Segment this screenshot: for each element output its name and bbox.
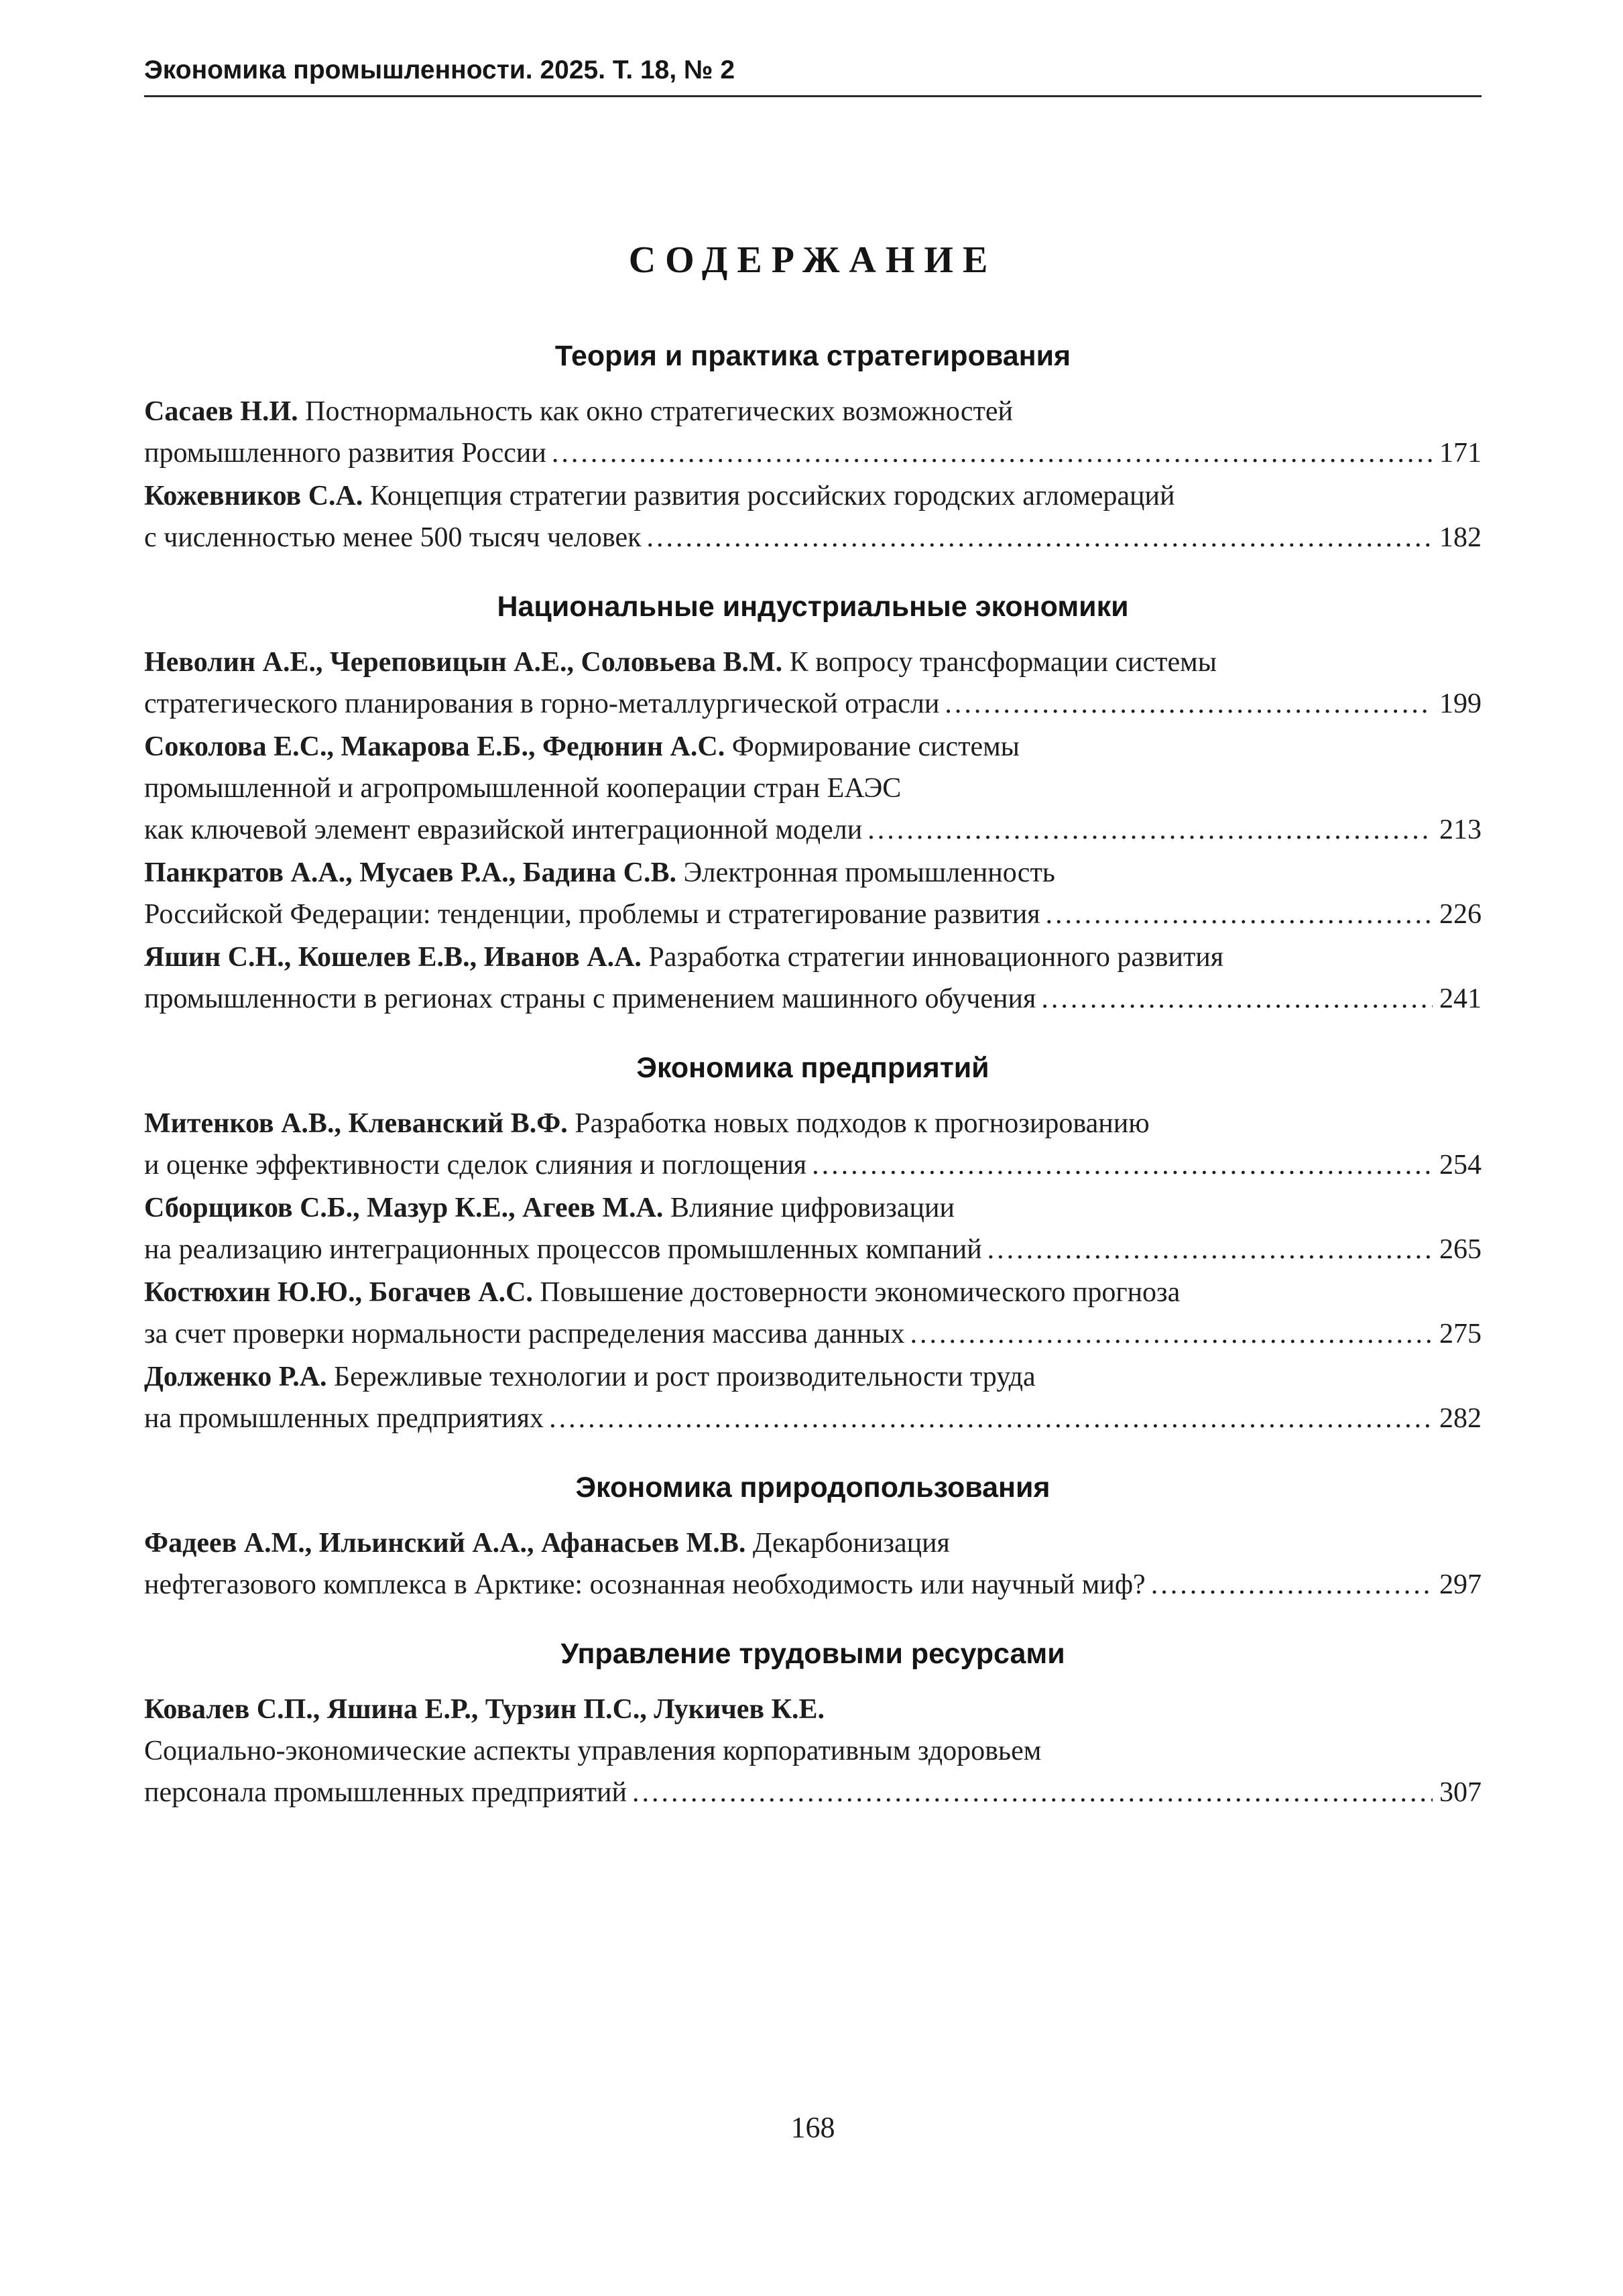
entry-page-number: 199 — [1439, 688, 1482, 719]
page-header — [144, 0, 1482, 97]
entry-line-last — [144, 432, 1482, 474]
entry-title-text: Разработка новых подходов к прогнозированию — [567, 1108, 1150, 1139]
entry-line — [144, 1730, 1482, 1772]
entry-line — [144, 1356, 1482, 1398]
entry-authors: Ковалев С.П., Яшина Е.Р., Турзин П.С., Лукичев К.Е. — [144, 1694, 825, 1725]
entry-line-last — [144, 1229, 1482, 1270]
section-theory-practice — [144, 339, 1482, 558]
toc-entry — [144, 1103, 1482, 1186]
entry-title-text: Декарбонизация — [745, 1528, 950, 1559]
entry-authors: Сборщиков С.Б., Мазур К.Е., Агеев М.А. — [144, 1193, 664, 1223]
entry-authors: Неволин А.Е., Череповицын А.Е., Соловьева В.М. — [144, 647, 783, 678]
page-body — [144, 0, 1482, 1815]
section-heading: Управление трудовыми ресурсами — [560, 1638, 1065, 1670]
section-environmental-economics — [144, 1470, 1482, 1606]
section-heading: Теория и практика стратегирования — [554, 340, 1071, 372]
entry-line-last — [144, 1144, 1482, 1186]
entry-authors: Митенков А.В., Клеванский В.Ф. — [144, 1108, 568, 1139]
entry-line-last — [144, 517, 1482, 558]
journal-title-line: Экономика промышленности. 2025. Т. 18, № 2 — [144, 56, 735, 84]
entry-page-number: 254 — [1439, 1150, 1482, 1181]
entry-page-number: 275 — [1439, 1319, 1482, 1349]
entry-line-last — [144, 1398, 1482, 1439]
entry-title-text: Формирование системы — [725, 731, 1020, 762]
entry-authors: Яшин С.Н., Кошелев Е.В., Иванов А.А. — [144, 942, 642, 973]
entry-line — [144, 768, 1482, 809]
section-heading: Экономика предприятий — [636, 1052, 989, 1084]
entry-authors: Долженко Р.А. — [144, 1362, 327, 1392]
entry-title-text: Постнормальность как окно стратегических возможностей — [298, 396, 1013, 427]
entry-page-number: 265 — [1439, 1234, 1482, 1265]
toc-entry — [144, 391, 1482, 474]
entry-line — [144, 1272, 1482, 1313]
dot-leader — [1046, 894, 1433, 935]
entry-title-text: персонала промышленных предприятий — [144, 1777, 627, 1808]
entry-title-text: Российской Федерации: тенденции, проблемы и стратегирование развития — [144, 899, 1040, 930]
entry-title-text: Разработка стратегии инновационного развития — [641, 942, 1224, 973]
entry-title-text: на реализацию интеграционных процессов промышленных компаний — [144, 1234, 982, 1265]
entry-title-text: Концепция стратегии развития российских городских агломераций — [363, 481, 1175, 511]
entry-authors: Костюхин Ю.Ю., Богачев А.С. — [144, 1277, 533, 1308]
entry-line-last — [144, 978, 1482, 1020]
entry-line — [144, 642, 1482, 683]
entry-authors: Сасаев Н.И. — [144, 396, 298, 427]
entry-line — [144, 1187, 1482, 1229]
entry-page-number: 241 — [1439, 983, 1482, 1014]
section-enterprise-economics — [144, 1050, 1482, 1439]
entry-line — [144, 936, 1482, 978]
entry-page-number: 182 — [1439, 522, 1482, 553]
entry-page-number: 213 — [1439, 814, 1482, 845]
entry-title-text: нефтегазового комплекса в Арктике: осознанная необходимость или научный миф? — [144, 1569, 1146, 1600]
dot-leader — [632, 1772, 1433, 1813]
toc-entry — [144, 726, 1482, 851]
section-labor-resources — [144, 1636, 1482, 1813]
dot-leader — [549, 1398, 1433, 1439]
section-heading: Национальные индустриальные экономики — [497, 591, 1129, 623]
footer-page-number: 168 — [790, 2111, 835, 2144]
entry-line — [144, 475, 1482, 517]
entry-authors: Соколова Е.С., Макарова Е.Б., Федюнин А.С. — [144, 731, 725, 762]
entry-title-text: промышленности в регионах страны с применением машинного обучения — [144, 983, 1036, 1014]
toc-entry — [144, 852, 1482, 935]
toc-entry — [144, 1272, 1482, 1355]
entry-page-number: 171 — [1439, 438, 1482, 469]
entry-title-text: Электронная промышленность — [676, 857, 1055, 888]
entry-page-number: 282 — [1439, 1403, 1482, 1434]
toc-entry — [144, 1522, 1482, 1606]
dot-leader — [987, 1229, 1433, 1270]
dot-leader — [552, 432, 1433, 474]
entry-title-text: промышленного развития России — [144, 438, 546, 469]
dot-leader — [945, 683, 1433, 725]
entry-line — [144, 391, 1482, 432]
entry-line-last — [144, 1772, 1482, 1813]
entry-title-text: Бережливые технологии и рост производительности труда — [326, 1362, 1036, 1392]
dot-leader — [867, 809, 1433, 851]
entry-title-text: Влияние цифровизации — [663, 1193, 955, 1223]
entry-line — [144, 1689, 1482, 1730]
entry-line — [144, 1103, 1482, 1144]
entry-line — [144, 1522, 1482, 1564]
entry-authors: Панкратов А.А., Мусаев Р.А., Бадина С.В. — [144, 857, 676, 888]
entry-title-text: стратегического планирования в горно-металлургической отрасли — [144, 688, 940, 719]
entry-title-text: с численностью менее 500 тысяч человек — [144, 522, 642, 553]
entry-title-text: за счет проверки нормальности распределения массива данных — [144, 1319, 905, 1349]
dot-leader — [1151, 1564, 1433, 1606]
entry-line — [144, 726, 1482, 768]
toc-entry — [144, 1356, 1482, 1439]
entry-title-text: Повышение достоверности экономического прогноза — [532, 1277, 1181, 1308]
entry-line-last — [144, 894, 1482, 935]
toc-entry — [144, 642, 1482, 725]
dot-leader — [1041, 978, 1433, 1020]
entry-authors: Фадеев А.М., Ильинский А.А., Афанасьев М.В. — [144, 1528, 746, 1559]
dot-leader — [910, 1313, 1433, 1355]
entry-title-text: на промышленных предприятиях — [144, 1403, 544, 1434]
toc-title: СОДЕРЖАНИЕ — [628, 239, 998, 281]
entry-authors: Кожевников С.А. — [144, 481, 363, 511]
entry-page-number: 307 — [1439, 1777, 1482, 1808]
entry-line — [144, 852, 1482, 894]
toc-entry — [144, 936, 1482, 1020]
entry-title-text: промышленной и агропромышленной кооперации стран ЕАЭС — [144, 773, 902, 804]
section-national-economies — [144, 589, 1482, 1020]
entry-line-last — [144, 683, 1482, 725]
toc-entry — [144, 1689, 1482, 1813]
dot-leader — [812, 1144, 1433, 1186]
entry-line-last — [144, 1313, 1482, 1355]
dot-leader — [647, 517, 1433, 558]
entry-title-text: как ключевой элемент евразийской интеграционной модели — [144, 814, 863, 845]
entry-title-text: и оценке эффективности сделок слияния и поглощения — [144, 1150, 807, 1181]
entry-title-text: Социально-экономические аспекты управления корпоративным здоровьем — [144, 1736, 1042, 1766]
entry-page-number: 226 — [1439, 899, 1482, 930]
entry-title-text: К вопросу трансформации системы — [782, 647, 1217, 678]
toc-entry — [144, 475, 1482, 558]
section-heading: Экономика природопользования — [575, 1471, 1050, 1504]
entry-page-number: 297 — [1439, 1569, 1482, 1600]
entry-line-last — [144, 1564, 1482, 1606]
toc-entry — [144, 1187, 1482, 1270]
entry-line-last — [144, 809, 1482, 851]
